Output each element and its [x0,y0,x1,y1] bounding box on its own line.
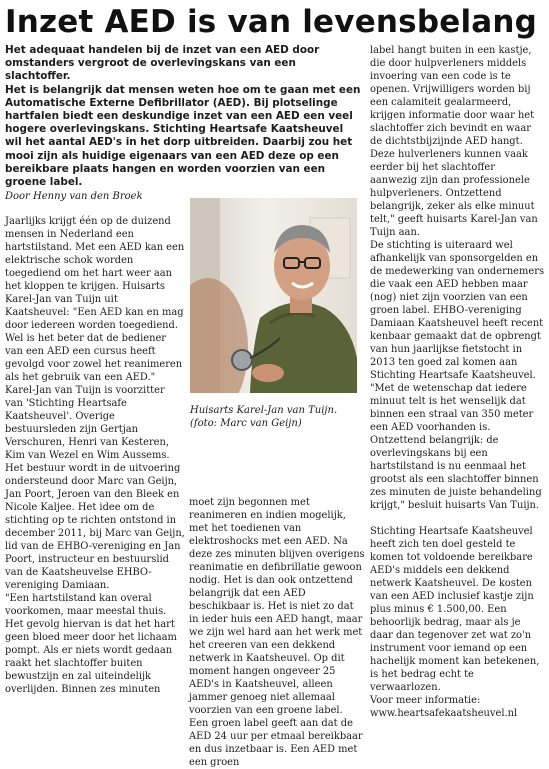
paragraph: Jaarlijks krijgt één op de duizend mensen in Nederland een hartstilstand. Met een AED kan een elektrische schok worden toegediend om het hart weer aan het kloppen te krijgen. Huisarts Karel-Jan van Tuijn uit Kaatsheuvel: "Een AED kan en mag door iedereen worden toegediend. Wel is het beter dat de bediener van een AED een cursus heeft gevolgd voor zowel het reanimeren als het gebruik van een AED." [5,216,185,383]
paragraph: "Een hartstilstand kan overal voorkomen, maar meestal thuis. Het gevolg hiervan is dat het hart geen bloed meer door het lichaam pompt. Als er niets wordt gedaan raakt het slachtoffer buiten bewustzijn en zal uiteindelijk overlijden. Binnen zes minuten [5,593,177,695]
byline: Door Henny van den Broek [5,191,143,202]
column-3 [370,44,545,720]
paragraph: label hangt buiten in een kastje, die door hulpverleners middels invoering van een code is te openen. Vrijwilligers worden bij een calamiteit gealarmeerd, krijgen informatie door waar het slachtoffer zich bevindt en waar de dichtstbijzijnde AED hangt. Deze hulverleners kunnen vaak eerder bij het slachtoffer aanwezig zijn dan professionele hulpverleners. Ontzettend belangrijk, zeker als elke minuut telt," geeft huisarts Karel-Jan van Tuijn aan. [370,45,538,238]
column-2 [189,496,365,769]
photo-doctor [190,198,357,393]
caption-line: Huisarts Karel-Jan van Tuijn. [190,405,338,416]
paragraph: Karel-Jan van Tuijn is voorzitter van 'Stichting Heartsafe Kaatsheuvel'. Overige bestuursleden zijn Gertjan Verschuren, Henri van Kesteren, Kim van Wezel en Wim Aussems. Het bestuur wordt in de uitvoering ondersteund door Marc van Geijn, Jan Poort, Jeroen van den Bleek en Nicole Kaljee. Het idee om de stichting op te richten ontstond in december 2011, bij Marc van Geijn, lid van de EHBO-vereniging en Jan Poort, instructeur en bestuurslid van de Kaatsheuvelse EHBO-vereniging Damiaan. [5,385,185,591]
paragraph: De stichting is uiteraard wel afhankelijk van sponsorgelden en de medewerking van ondernemers die vaak een AED hebben maar (nog) niet zijn voorzien van een groen label. EHBO-vereniging Damiaan Kaatsheuvel heeft recent kenbaar gemaakt dat de opbrengt van hun jaarlijkse fietstocht in 2013 ten goed zal komen aan Stichting Heartsafe Kaatsheuvel. "Met de wetenschap dat iedere minuut telt is het wenselijk dat binnen een straal van 350 meter een AED voorhanden is. Ontzettend belangrijk: de overlevingskans bij een hartstilstand is nu eenmaal het grootst als een slachtoffer binnen zes minuten de juiste behandeling krijgt," besluit huisarts Van Tuijn. [370,240,545,511]
website-link[interactable]: www.heartsafekaatsheuvel.nl [370,708,518,719]
headline: Inzet AED is van levensbelang [5,4,538,40]
paragraph: moet zijn begonnen met reanimeren en indien mogelijk, met het toedienen van elektroshocks met een AED. Na deze zes minuten blijven overigens reanimatie en defibrillatie gewoon nodig. Het is dan ook ontzettend belangrijk dat een AED beschikbaar is. Het is niet zo dat in ieder huis een AED hangt, maar we zijn wel hard aan het werk met het creeren van een dekkend netwerk in Kaatsheuvel. Op dit moment hangen ongeveer 25 AED's in Kaatsheuvel, alleen jammer genoeg niet allemaal voorzien van een groene label. Een groen label geeft aan dat de AED 24 uur per etmaal bereikbaar en dus inzetbaar is. Een AED met een groen [189,497,365,768]
intro-paragraph: Het adequaat handelen bij de inzet van een AED door omstanders vergroot de overlevingskans van een slachtoffer. [5,44,320,83]
intro-paragraph: Het is belangrijk dat mensen weten hoe om te gaan met een Automatische Externe Defibrillator (AED). Bij plotselinge hartfalen biedt een deskundige inzet van een AED een veel hogere overlevingskans. Stichting Heartsafe Kaatsheuvel wil het aantal AED's in het dorp uitbreiden. Daarbij zou het mooi zijn als huidige eigenaars van een AED deze op een bereikbare plaats hangen en worden voorzien van een groene label. [5,83,361,189]
column-1 [5,215,185,696]
intro-lead [5,44,363,189]
photo-illustration [190,198,357,393]
caption-credit: (foto: Marc van Geijn) [190,418,302,429]
more-info-label: Voor meer informatie: [370,695,481,706]
spacer [370,512,545,525]
photo-caption [190,404,366,430]
paragraph: Stichting Heartsafe Kaatsheuvel heeft zich ten doel gesteld te komen tot voldoende bereikbare AED's middels een dekkend netwerk Kaatsheuvel. De kosten van een AED inclusief kastje zijn plus minus € 1.500,00. Een behoorlijk bedrag, maar als je daar dan tegenover zet wat zo'n instrument voor iemand op een hachelijk moment kan betekenen, is het bedrag echt te verwaarlozen. [370,526,540,693]
